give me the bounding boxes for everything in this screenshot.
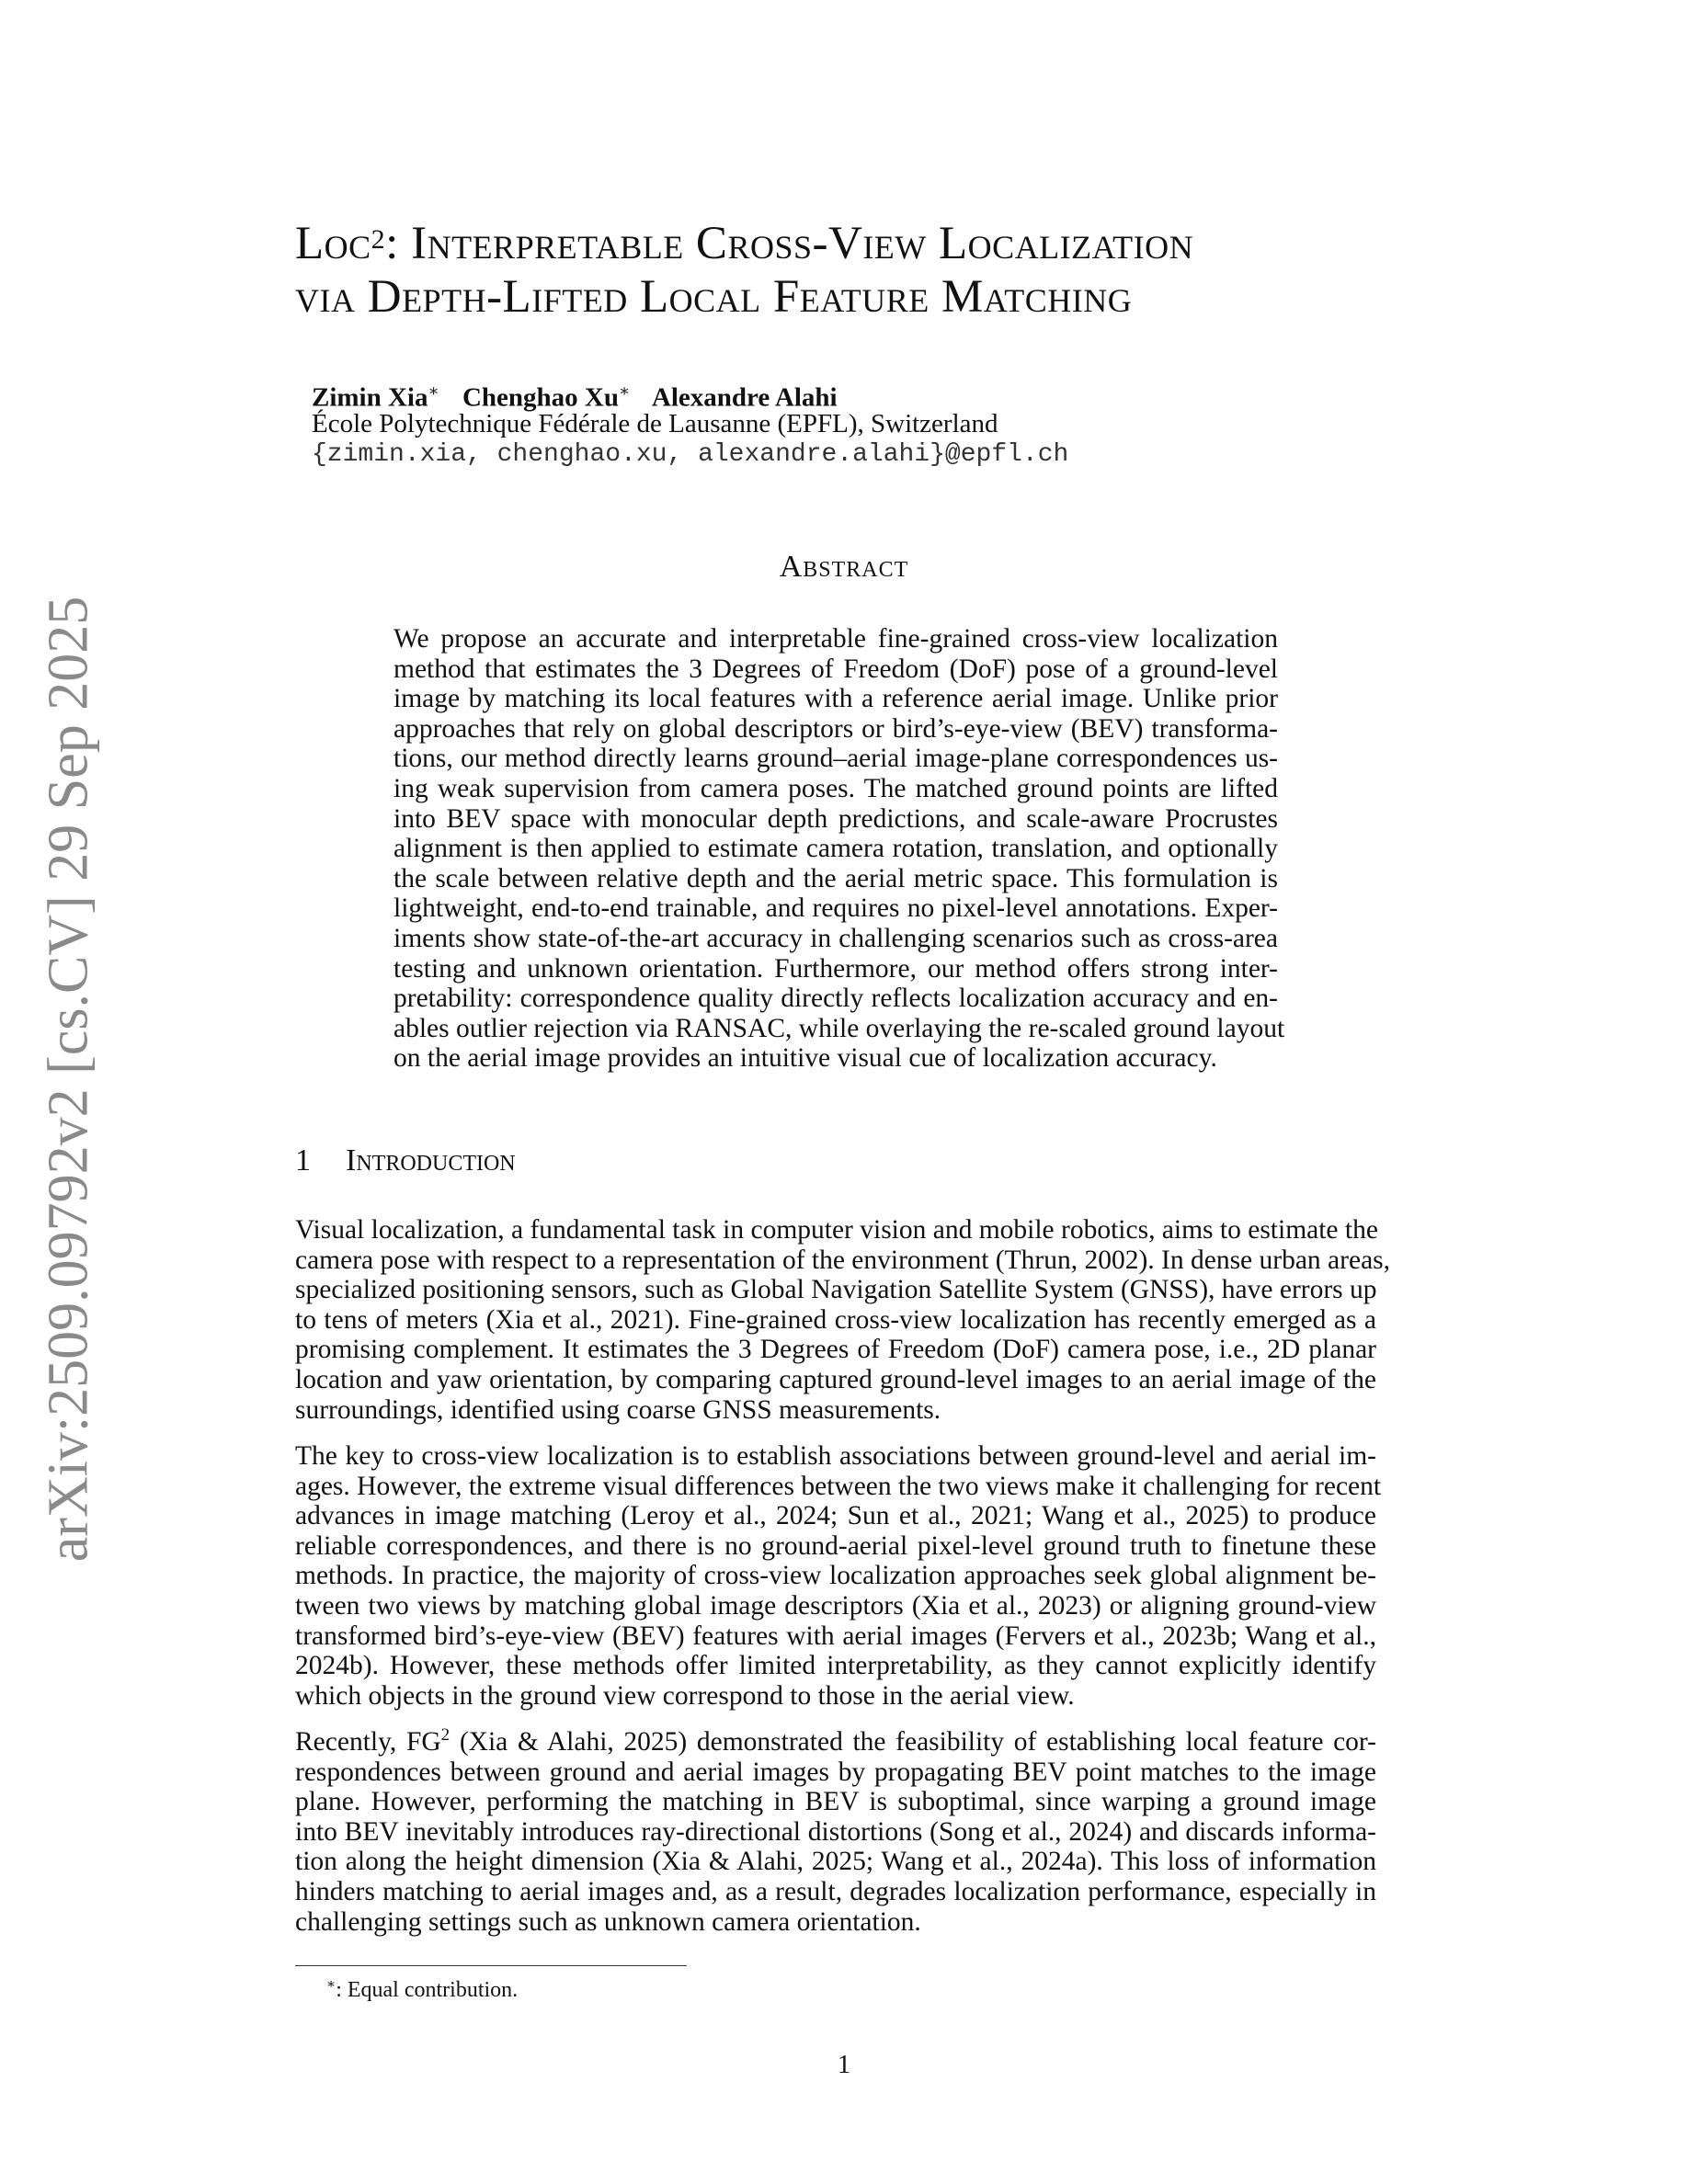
equal-contribution-mark: ∗ <box>428 381 439 400</box>
text-line: testing and unknown orientation. Furthermore, our method offers strong inter- <box>393 953 1278 984</box>
text-line: which objects in the ground view correspond to those in the aerial view. <box>295 1680 1075 1711</box>
text-line: alignment is then applied to estimate camera rotation, translation, and optionally <box>393 834 1278 864</box>
section-title: Introduction <box>346 1143 516 1177</box>
author-name: Alexandre Alahi <box>651 382 838 413</box>
superscript: 2 <box>440 1725 451 1746</box>
text-line: tion along the height dimension (Xia & Alahi, 2025; Wang et al., 2024a). This loss of information <box>295 1847 1376 1877</box>
text-line: location and yaw orientation, by comparing captured ground-level images to an aerial image of the <box>295 1364 1376 1394</box>
text-line: methods. In practice, the majority of cross-view localization approaches seek global alignment be- <box>295 1561 1376 1591</box>
title-line-1-rest: : Interpretable Cross-View Localization <box>385 218 1194 269</box>
intro-paragraph-3 <box>295 1727 1376 1937</box>
text-line: respondences between ground and aerial images by propagating BEV point matches to the image <box>295 1757 1376 1787</box>
text-line: We propose an accurate and interpretable fine-grained cross-view localization <box>393 624 1278 654</box>
text-line: The key to cross-view localization is to establish associations between ground-level and aerial im- <box>295 1441 1376 1471</box>
text-line: tions, our method directly learns ground–aerial image-plane correspondences us- <box>393 744 1278 774</box>
text-line: into BEV inevitably introduces ray-directional distortions (Song et al., 2024) and discards informa- <box>295 1816 1376 1847</box>
abstract-heading: Abstract <box>779 550 909 584</box>
affiliation: École Polytechnique Fédérale de Lausanne (EPFL), Switzerland <box>312 409 998 438</box>
section-number: 1 <box>295 1143 311 1177</box>
text-line: Visual localization, a fundamental task in computer vision and mobile robotics, aims to estimate the <box>295 1215 1378 1245</box>
abstract-body <box>393 624 1285 1074</box>
footnote-text: : Equal contribution. <box>336 1978 519 2002</box>
text-line <box>295 1727 1376 1757</box>
text-line: ages. However, the extreme visual differences between the two views make it challenging for recent <box>295 1471 1382 1501</box>
text-line: lightweight, end-to-end trainable, and requires no pixel-level annotations. Exper- <box>393 893 1278 924</box>
title-line-2: via Depth-Lifted Local Feature Matching <box>295 271 1133 323</box>
text-line: camera pose with respect to a representation of the environment (Thrun, 2002). In dense urban areas, <box>295 1245 1391 1275</box>
text-line: surroundings, identified using coarse GNSS measurements. <box>295 1394 941 1425</box>
text-line: tween two views by matching global image descriptors (Xia et al., 2023) or aligning ground-view <box>295 1590 1376 1621</box>
text-line: reliable correspondences, and there is no ground-aerial pixel-level ground truth to finetune these <box>295 1530 1376 1561</box>
text-line: image by matching its local features with a reference aerial image. Unlike prior <box>393 684 1278 714</box>
author-name: Chenghao Xu <box>462 382 620 413</box>
equal-contribution-mark: ∗ <box>619 381 631 400</box>
footnote-rule <box>295 1965 687 1966</box>
arxiv-identifier-stamp: arXiv:2509.09792v2 [cs.CV] 29 Sep 2025 <box>37 596 100 1563</box>
text-line: ing weak supervision from camera poses. The matched ground points are lifted <box>393 773 1278 803</box>
text-line: challenging settings such as unknown camera orientation. <box>295 1906 921 1937</box>
footnote <box>326 1971 518 2004</box>
title-superscript: 2 <box>371 224 386 255</box>
text-line: advances in image matching (Leroy et al., 2024; Sun et al., 2021; Wang et al., 2025) to produce <box>295 1501 1376 1531</box>
intro-paragraph-2 <box>295 1441 1382 1711</box>
text-line: transformed bird’s-eye-view (BEV) features with aerial images (Fervers et al., 2023b; Wang et al., <box>295 1621 1376 1651</box>
section-heading-introduction <box>295 1143 516 1178</box>
text-line: pretability: correspondence quality directly reflects localization accuracy and en- <box>393 984 1278 1014</box>
text-line: on the aerial image provides an intuitive visual cue of localization accuracy. <box>393 1043 1217 1074</box>
text-line: into BEV space with monocular depth predictions, and scale-aware Procrustes <box>393 803 1278 834</box>
paper-title <box>295 217 1193 324</box>
page-number: 1 <box>837 2050 851 2079</box>
text-line: iments show state-of-the-art accuracy in challenging scenarios such as cross-area <box>393 923 1278 953</box>
text-line: method that estimates the 3 Degrees of Freedom (DoF) pose of a ground-level <box>393 654 1278 684</box>
text-line: approaches that rely on global descriptors or bird’s-eye-view (BEV) transforma- <box>393 713 1278 744</box>
text-line: hinders matching to aerial images and, as a result, degrades localization performance, especially in <box>295 1876 1376 1906</box>
text-fragment: (Xia & Alahi, 2025) demonstrated the feasibility of establishing local feature cor- <box>450 1727 1376 1757</box>
text-line: plane. However, performing the matching in BEV is suboptimal, since warping a ground image <box>295 1787 1376 1817</box>
title-line-1 <box>295 217 1193 270</box>
text-fragment: Recently, FG <box>295 1727 441 1757</box>
text-line: the scale between relative depth and the aerial metric space. This formulation is <box>393 863 1278 893</box>
text-line: 2024b). However, these methods offer limited interpretability, as they cannot explicitly identify <box>295 1651 1376 1681</box>
text-line: ables outlier rejection via RANSAC, while overlaying the re-scaled ground layout <box>393 1013 1285 1043</box>
intro-paragraph-1 <box>295 1215 1391 1425</box>
text-line: to tens of meters (Xia et al., 2021). Fine-grained cross-view localization has recently emerged as a <box>295 1304 1376 1335</box>
author-emails[interactable]: {zimin.xia, chenghao.xu, alexandre.alahi}@epfl.ch <box>312 440 1069 469</box>
text-line: promising complement. It estimates the 3 Degrees of Freedom (DoF) camera pose, i.e., 2D planar <box>295 1335 1376 1365</box>
text-line: specialized positioning sensors, such as Global Navigation Satellite System (GNSS), have errors up <box>295 1275 1377 1305</box>
title-prefix: Loc <box>295 218 371 269</box>
footnote-mark: ∗ <box>326 1977 336 1992</box>
author-name: Zimin Xia <box>312 382 428 413</box>
